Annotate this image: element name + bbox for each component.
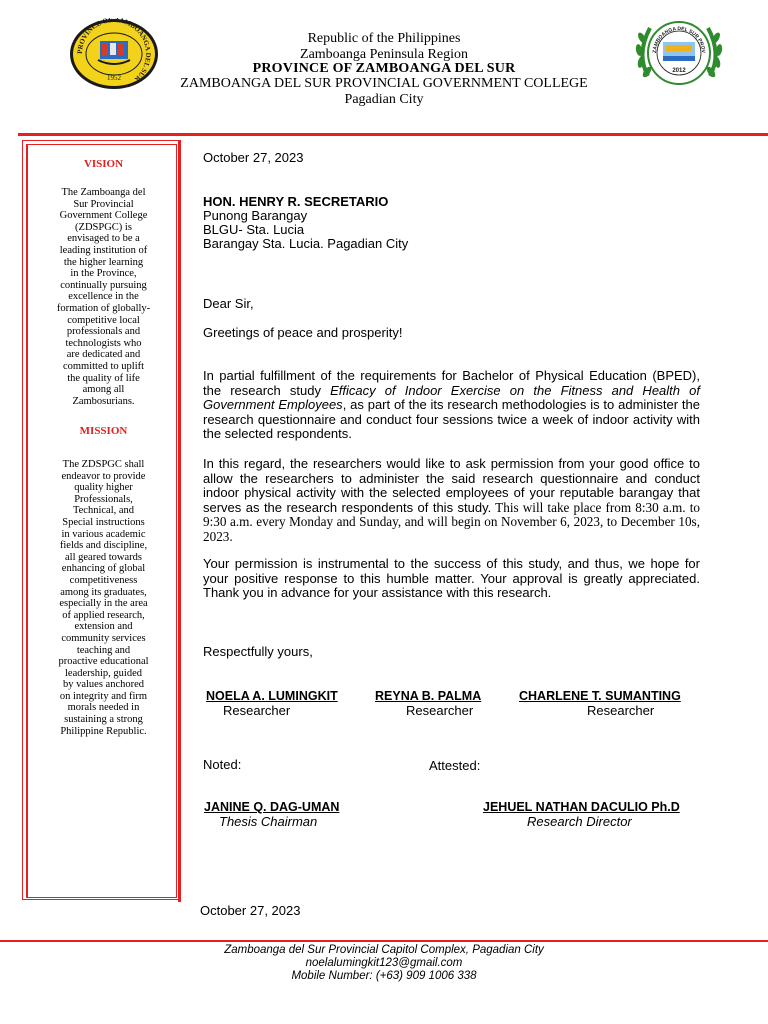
mission-line: fields and discipline, <box>59 540 148 552</box>
mission-line: among its graduates, <box>60 586 147 598</box>
paragraph-1-part-a: In partial fulfillment of the requirements for Bachelor of Physical Education (BPED), the research study <box>203 368 700 398</box>
paragraph-2-part-a: In this regard, the researchers would like to ask permission from your good office to allow the researchers to administer the said research questionnaire and conduct indoor physical activity with the selected employees of your reputable barangay that serves as the research respondents of this study. <box>203 456 700 515</box>
vision-line: the higher learning <box>63 256 144 268</box>
mission-line: The ZDSPGC shall <box>62 459 145 470</box>
mission-line: Philippine Republic. <box>60 725 147 737</box>
footer-mobile: Mobile Number: (+63) 909 1006 338 <box>291 970 477 982</box>
mission-line: especially in the area <box>59 598 148 610</box>
header-province: PROVINCE OF ZAMBOANGA DEL SUR <box>252 61 516 76</box>
mission-line: sustaining a strong <box>64 714 143 726</box>
noted-name: JANINE Q. DAG-UMAN <box>204 800 340 814</box>
vision-line: Zambosurians. <box>72 395 135 407</box>
header-college: ZAMBOANGA DEL SUR PROVINCIAL GOVERNMENT COLLEGE <box>180 76 588 91</box>
header-region: Zamboanga Peninsula Region <box>300 47 468 62</box>
vision-text <box>32 187 175 407</box>
mission-line: Technical, and <box>72 505 135 517</box>
mission-line: on integrity and firm <box>59 690 148 702</box>
vision-line: continually pursuing <box>60 279 147 291</box>
vision-line: the quality of life <box>67 372 140 384</box>
right-seal-year: 2012 <box>672 68 686 74</box>
vision-line: excellence in the <box>68 291 139 303</box>
noted-role: Thesis Chairman <box>219 814 318 829</box>
vision-line: competitive local <box>67 314 140 326</box>
study-title: Efficacy of Indoor Exercise on the Fitness and Health of Government Employees <box>203 382 700 412</box>
mission-line: proactive educational <box>58 656 149 668</box>
vision-line: committed to uplift <box>62 360 145 372</box>
vision-line: The Zamboanga del <box>61 187 146 198</box>
recipient-office: BLGU- Sta. Lucia <box>203 222 305 237</box>
attested-role: Research Director <box>527 814 632 829</box>
mission-line: Professionals, <box>74 493 133 505</box>
mission-line: community services <box>61 632 146 644</box>
mission-line: by values anchored <box>62 679 145 691</box>
paragraph-2 <box>203 457 700 544</box>
vision-line: among all <box>82 384 125 396</box>
paragraph-2-schedule: This will take place from 8:30 a.m. to 9:30 a.m. every Monday and Sunday, and will begin on November 6, 2023, to December 10s, 2023. <box>203 499 701 544</box>
vision-line: technologists who <box>65 337 142 349</box>
greeting: Greetings of peace and prosperity! <box>203 325 403 340</box>
mission-line: in various academic <box>61 528 146 540</box>
attested-name: JEHUEL NATHAN DACULIO Ph.D <box>483 800 680 814</box>
researcher-2-name: REYNA B. PALMA <box>375 689 482 703</box>
header-republic: Republic of the Philippines <box>307 31 461 46</box>
bottom-date: October 27, 2023 <box>200 903 301 918</box>
mission-line: endeavor to provide <box>61 470 146 482</box>
footer-email: noelalumingkit123@gmail.com <box>305 957 463 969</box>
vision-line: are dedicated and <box>66 349 141 361</box>
mission-line: leadership, guided <box>65 667 142 679</box>
salutation: Dear Sir, <box>203 296 254 311</box>
researcher-3-name: CHARLENE T. SUMANTING <box>519 689 681 703</box>
letter-date: October 27, 2023 <box>203 150 304 165</box>
attested-label: Attested: <box>429 758 481 773</box>
header-city: Pagadian City <box>344 92 424 107</box>
vision-line: in the Province, <box>70 268 137 280</box>
paragraph-3: Your permission is instrumental to the success of this study, and thus, we hope for your positive response to this humble matter. Your approval is greatly appreciated. Thank you in advance for your assistance with this research. <box>203 556 700 600</box>
recipient-name: HON. HENRY R. SECRETARIO <box>203 194 389 209</box>
mission-line: competitiveness <box>69 574 138 586</box>
noted-label: Noted: <box>203 757 242 772</box>
footer-address: Zamboanga del Sur Provincial Capitol Complex, Pagadian City <box>224 944 544 956</box>
vision-line: professionals and <box>66 326 141 338</box>
paragraph-1-part-b: , as part of the its research methodologies is to administer the research questionnaire and conduct four sessions twice a week of indoor activity with the selected respondents. <box>203 397 700 441</box>
vision-line: (ZDSPGC) is <box>75 221 132 233</box>
researcher-2-role: Researcher <box>406 703 474 718</box>
mission-line: of applied research, <box>62 609 145 621</box>
vision-line: formation of globally- <box>56 302 151 314</box>
mission-line: teaching and <box>76 644 131 656</box>
researcher-1-role: Researcher <box>223 703 291 718</box>
mission-line: quality higher <box>74 482 133 494</box>
vision-line: Sur Provincial <box>73 198 134 210</box>
mission-line: all geared towards <box>65 551 142 563</box>
mission-line: extension and <box>74 621 133 633</box>
vision-line: envisaged to be a <box>67 233 140 245</box>
header-divider <box>18 133 768 136</box>
mission-line: morals needed in <box>67 702 140 714</box>
researcher-1-name: NOELA A. LUMINGKIT <box>206 689 338 703</box>
paragraph-1 <box>203 369 700 442</box>
mission-line: Special instructions <box>62 516 145 528</box>
vision-line: Government College <box>59 210 148 222</box>
right-seal-ring-text: ZAMBOANGA DEL SUR PROV <box>651 25 707 54</box>
left-seal-ring-text: PROVINCE OF ZAMBOANGA DEL SUR <box>75 18 153 84</box>
left-seal-year: 1952 <box>107 74 121 82</box>
vision-title: VISION <box>83 158 124 170</box>
mission-text <box>32 459 175 737</box>
recipient-address: Barangay Sta. Lucia. Pagadian City <box>203 236 409 251</box>
footer-divider <box>0 940 768 942</box>
recipient-title: Punong Barangay <box>203 208 308 223</box>
closing: Respectfully yours, <box>203 644 313 659</box>
mission-line: enhancing of global <box>61 563 146 575</box>
sidebar-divider <box>178 140 181 902</box>
researcher-3-role: Researcher <box>587 703 655 718</box>
vision-line: leading institution of <box>59 244 148 256</box>
mission-title: MISSION <box>79 425 128 437</box>
